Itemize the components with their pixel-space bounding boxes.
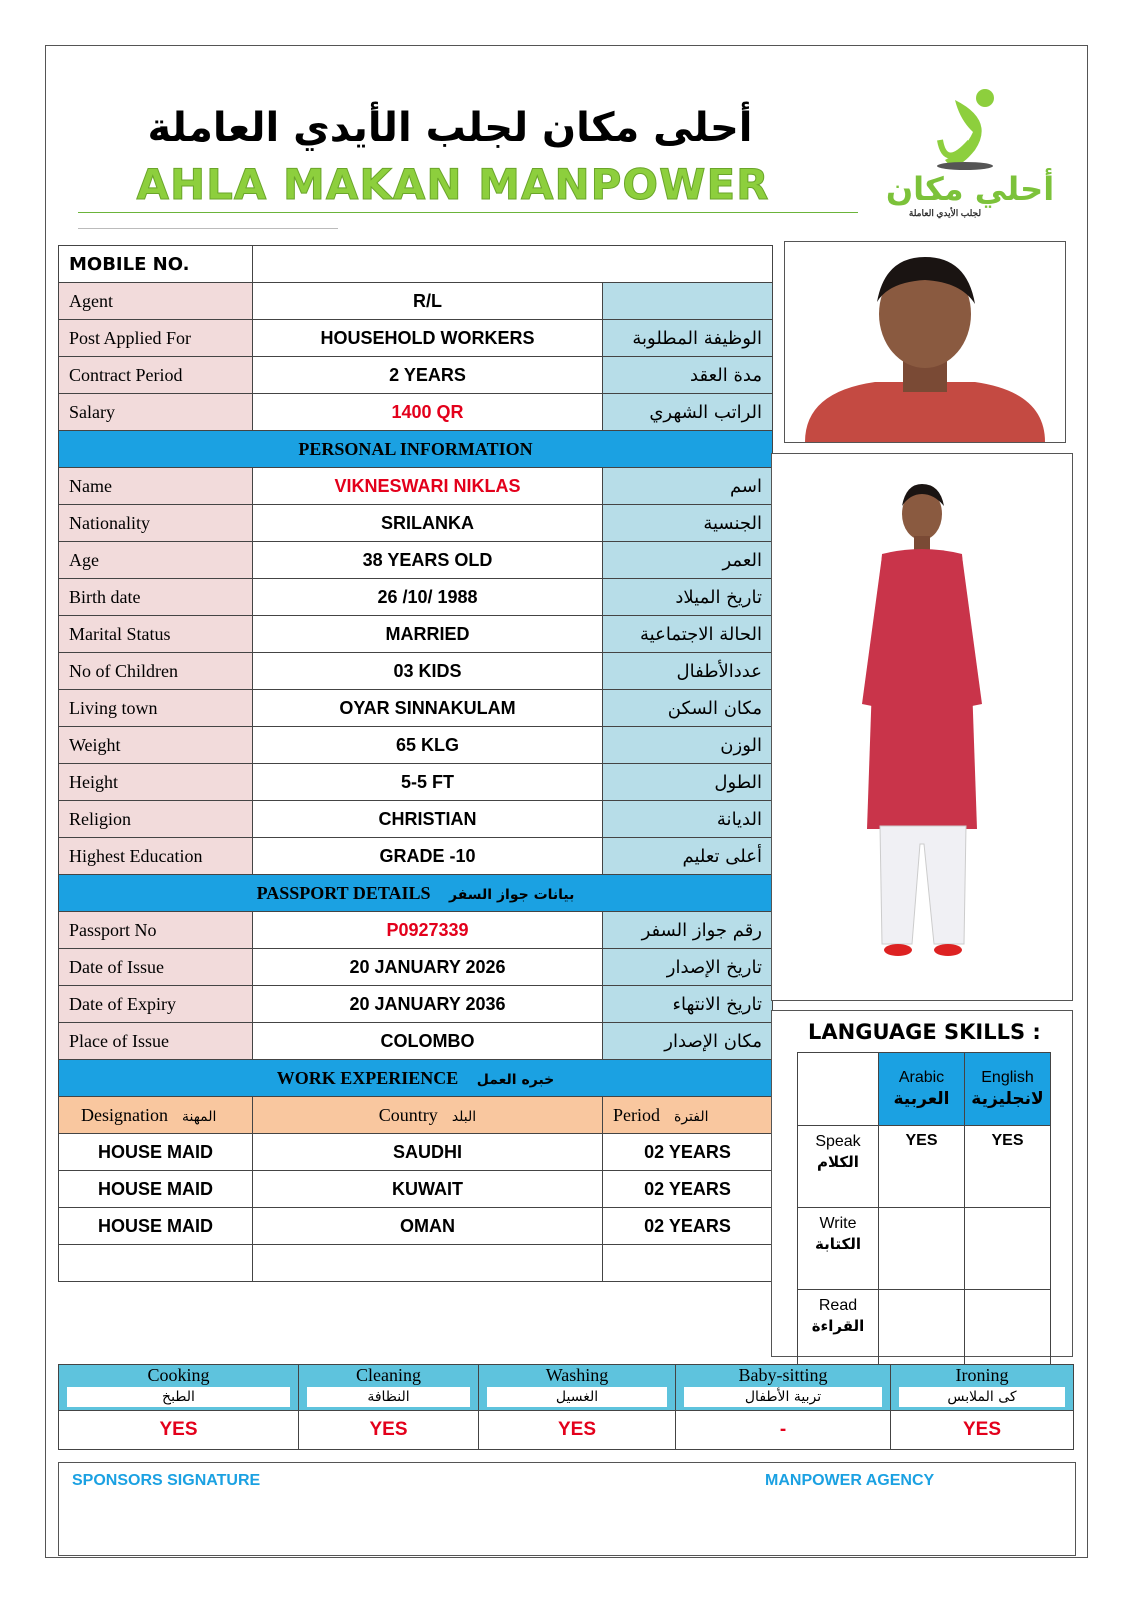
period-header-en: Period (613, 1104, 660, 1125)
passport-no-value: P0927339 (253, 912, 603, 949)
table-row (59, 320, 773, 357)
write-label-ar: الكتابة (815, 1234, 861, 1253)
designation-header (59, 1097, 253, 1134)
section-header-row (59, 875, 773, 912)
table-row (59, 1245, 773, 1282)
cv-main-table (58, 245, 773, 1282)
marital-status-value: MARRIED (253, 616, 603, 653)
work-designation: HOUSE MAID (59, 1134, 253, 1171)
designation-header-en: Designation (81, 1104, 168, 1125)
skill-cooking-header (59, 1365, 299, 1411)
work-designation (59, 1245, 253, 1282)
section-header-row (59, 431, 773, 468)
full-body-photo-icon (772, 454, 1072, 1000)
read-english-value (965, 1290, 1051, 1372)
table-row (59, 986, 773, 1023)
table-row (798, 1126, 1051, 1208)
age-label: Age (59, 542, 253, 579)
nationality-label-arabic: الجنسية (603, 505, 773, 542)
table-row (59, 505, 773, 542)
read-label (798, 1290, 879, 1372)
table-row (59, 357, 773, 394)
passport-no-label-arabic: رقم جواز السفر (603, 912, 773, 949)
language-corner-cell (798, 1053, 879, 1126)
header-divider (78, 212, 858, 213)
post-label: Post Applied For (59, 320, 253, 357)
table-row (59, 394, 773, 431)
sponsor-signature-label: SPONSORS SIGNATURE (72, 1472, 261, 1489)
place-of-issue-label: Place of Issue (59, 1023, 253, 1060)
table-row (59, 1134, 773, 1171)
table-row (59, 468, 773, 505)
language-header-row (798, 1053, 1051, 1126)
table-row (59, 1208, 773, 1245)
education-label-arabic: أعلى تعليم (603, 838, 773, 875)
country-header-en: Country (378, 1104, 438, 1125)
speak-label (798, 1126, 879, 1208)
skill-babysitting-header (676, 1365, 891, 1411)
work-country: SAUDHI (253, 1134, 603, 1171)
skill-cooking-en: Cooking (147, 1365, 210, 1385)
read-arabic-value (879, 1290, 965, 1372)
religion-label: Religion (59, 801, 253, 838)
expiry-date-label: Date of Expiry (59, 986, 253, 1023)
skill-washing-ar: الغسيل (487, 1387, 667, 1407)
period-header-ar: الفترة (674, 1108, 709, 1125)
post-value: HOUSEHOLD WORKERS (253, 320, 603, 357)
skill-cooking-ar: الطبخ (67, 1387, 290, 1407)
table-row (59, 690, 773, 727)
speak-label-en: Speak (815, 1133, 861, 1150)
religion-value: CHRISTIAN (253, 801, 603, 838)
weight-label: Weight (59, 727, 253, 764)
skill-cleaning-header (299, 1365, 479, 1411)
skill-cleaning-en: Cleaning (356, 1365, 421, 1385)
skill-ironing-en: Ironing (955, 1365, 1009, 1385)
header-divider-secondary (78, 228, 338, 229)
education-value: GRADE -10 (253, 838, 603, 875)
nationality-value: SRILANKA (253, 505, 603, 542)
agent-label-arabic (603, 283, 773, 320)
table-row (798, 1290, 1051, 1372)
table-row (59, 1023, 773, 1060)
country-header (253, 1097, 603, 1134)
name-value: VIKNESWARI NIKLAS (253, 468, 603, 505)
work-period: 02 YEARS (603, 1171, 773, 1208)
children-label: No of Children (59, 653, 253, 690)
personal-info-title: PERSONAL INFORMATION (59, 431, 773, 468)
table-row (59, 283, 773, 320)
table-row (59, 1171, 773, 1208)
designation-header-ar: المهنة (182, 1108, 217, 1125)
weight-label-arabic: الوزن (603, 727, 773, 764)
table-row (59, 727, 773, 764)
height-value: 5-5 FT (253, 764, 603, 801)
table-row (798, 1208, 1051, 1290)
logo-subtitle: لجلب الأيدي العاملة (908, 208, 982, 218)
mobile-value (253, 246, 773, 283)
name-label-arabic: اسم (603, 468, 773, 505)
marital-status-label: Marital Status (59, 616, 253, 653)
mobile-row (59, 246, 773, 283)
company-title-english: AHLA MAKAN MANPOWER (136, 160, 770, 209)
skill-cleaning-value: YES (299, 1411, 479, 1450)
country-header-ar: البلد (451, 1108, 477, 1125)
contract-value: 2 YEARS (253, 357, 603, 394)
skill-ironing-value: YES (891, 1411, 1074, 1450)
work-period (603, 1245, 773, 1282)
nationality-label: Nationality (59, 505, 253, 542)
read-label-ar: القراءة (811, 1316, 865, 1335)
read-label-en: Read (818, 1297, 858, 1314)
write-label (798, 1208, 879, 1290)
section-header-row (59, 1060, 773, 1097)
height-label: Height (59, 764, 253, 801)
portrait-photo-icon (785, 242, 1065, 442)
passport-title-ar: بيانات جواز السفر (449, 886, 575, 903)
arabic-column-header (879, 1053, 965, 1126)
birth-date-value: 26 /10/ 1988 (253, 579, 603, 616)
work-experience-title (59, 1060, 773, 1097)
living-town-label-arabic: مكان السكن (603, 690, 773, 727)
arabic-column-en: Arabic (898, 1068, 945, 1086)
passport-title-en: PASSPORT DETAILS (256, 882, 431, 903)
skill-cooking-value: YES (59, 1411, 299, 1450)
expiry-date-value: 20 JANUARY 2036 (253, 986, 603, 1023)
birth-date-label: Birth date (59, 579, 253, 616)
write-english-value (965, 1208, 1051, 1290)
height-label-arabic: الطول (603, 764, 773, 801)
table-row (59, 653, 773, 690)
skill-babysitting-en: Baby-sitting (738, 1365, 828, 1385)
table-row (59, 949, 773, 986)
agent-value: R/L (253, 283, 603, 320)
work-period: 02 YEARS (603, 1208, 773, 1245)
portrait-photo (784, 241, 1066, 443)
table-row (59, 801, 773, 838)
english-column-ar: لانجليزية (971, 1089, 1044, 1110)
skill-washing-en: Washing (545, 1365, 609, 1385)
place-of-issue-value: COLOMBO (253, 1023, 603, 1060)
religion-label-arabic: الديانة (603, 801, 773, 838)
salary-value: 1400 QR (253, 394, 603, 431)
children-label-arabic: عددالأطفال (603, 653, 773, 690)
speak-label-ar: الكلام (817, 1152, 859, 1171)
skill-babysitting-value: - (676, 1411, 891, 1450)
living-town-value: OYAR SINNAKULAM (253, 690, 603, 727)
skill-ironing-ar: كى الملابس (899, 1387, 1065, 1407)
write-label-en: Write (819, 1215, 857, 1232)
skill-washing-header (479, 1365, 676, 1411)
english-column-en: English (981, 1068, 1034, 1086)
table-row (59, 616, 773, 653)
education-label: Highest Education (59, 838, 253, 875)
write-arabic-value (879, 1208, 965, 1290)
logo-arabic-text: أحلي مكان (885, 170, 1055, 208)
arabic-column-ar: العربية (893, 1089, 950, 1110)
contract-label: Contract Period (59, 357, 253, 394)
speak-english-value: YES (965, 1126, 1051, 1208)
work-designation: HOUSE MAID (59, 1208, 253, 1245)
skill-cleaning-ar: النظافة (307, 1387, 470, 1407)
speak-arabic-value: YES (879, 1126, 965, 1208)
work-title-ar: خبره العمل (476, 1071, 555, 1088)
company-title-arabic: أحلى مكان لجلب الأيدي العاملة (147, 105, 753, 151)
household-skills-table (58, 1364, 1074, 1450)
post-label-arabic: الوظيفة المطلوبة (603, 320, 773, 357)
work-designation: HOUSE MAID (59, 1171, 253, 1208)
age-label-arabic: العمر (603, 542, 773, 579)
passport-details-title (59, 875, 773, 912)
language-skills-title: LANGUAGE SKILLS : (808, 1020, 1041, 1044)
expiry-date-label-arabic: تاريخ الانتهاء (603, 986, 773, 1023)
name-label: Name (59, 468, 253, 505)
manpower-agency-label: MANPOWER AGENCY (765, 1472, 935, 1489)
language-skills-table (797, 1052, 1051, 1372)
work-country: KUWAIT (253, 1171, 603, 1208)
work-title-en: WORK EXPERIENCE (276, 1067, 459, 1088)
work-country: OMAN (253, 1208, 603, 1245)
marital-status-label-arabic: الحالة الاجتماعية (603, 616, 773, 653)
birth-date-label-arabic: تاريخ الميلاد (603, 579, 773, 616)
skills-value-row (59, 1411, 1074, 1450)
agent-label: Agent (59, 283, 253, 320)
work-period: 02 YEARS (603, 1134, 773, 1171)
living-town-label: Living town (59, 690, 253, 727)
table-row (59, 764, 773, 801)
table-row (59, 579, 773, 616)
issue-date-label-arabic: تاريخ الإصدار (603, 949, 773, 986)
period-header (603, 1097, 773, 1134)
skills-header-row (59, 1365, 1074, 1411)
issue-date-value: 20 JANUARY 2026 (253, 949, 603, 986)
issue-date-label: Date of Issue (59, 949, 253, 986)
place-of-issue-label-arabic: مكان الإصدار (603, 1023, 773, 1060)
children-value: 03 KIDS (253, 653, 603, 690)
salary-label: Salary (59, 394, 253, 431)
full-body-photo (771, 453, 1073, 1001)
skill-babysitting-ar: تربية الأطفال (684, 1387, 882, 1407)
table-row (59, 838, 773, 875)
contract-label-arabic: مدة العقد (603, 357, 773, 394)
skill-ironing-header (891, 1365, 1074, 1411)
work-country (253, 1245, 603, 1282)
work-header-row (59, 1097, 773, 1134)
table-row (59, 912, 773, 949)
weight-value: 65 KLG (253, 727, 603, 764)
skill-washing-value: YES (479, 1411, 676, 1450)
english-column-header (965, 1053, 1051, 1126)
passport-no-label: Passport No (59, 912, 253, 949)
table-row (59, 542, 773, 579)
age-value: 38 YEARS OLD (253, 542, 603, 579)
salary-label-arabic: الراتب الشهري (603, 394, 773, 431)
mobile-label: MOBILE NO. (59, 246, 253, 283)
